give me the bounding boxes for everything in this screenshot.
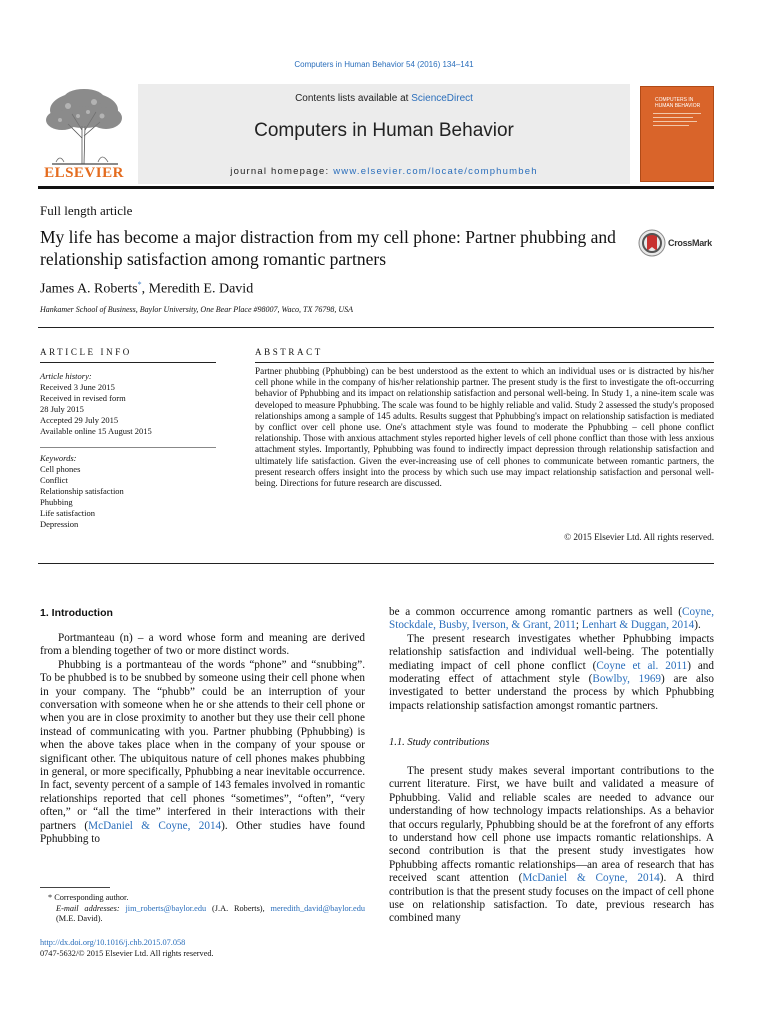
crossmark-icon (638, 229, 666, 257)
abstract-heading: ABSTRACT (255, 347, 323, 357)
intro-left-column (40, 632, 365, 847)
intro-right-column (389, 606, 714, 713)
title-rule (38, 327, 714, 328)
cover-title: COMPUTERS IN HUMAN BEHAVIOR (655, 97, 701, 109)
footnote: * Corresponding author. E-mail addresses: jim_roberts@baylor.edu (J.A. Roberts), meredith_david@baylor.edu (M.E. David). (48, 893, 366, 923)
history-item: Accepted 29 July 2015 (40, 415, 119, 425)
keyword: Depression (40, 519, 79, 529)
journal-citation[interactable]: Computers in Human Behavior 54 (2016) 134–141 (294, 60, 474, 69)
article-type: Full length article (40, 203, 133, 218)
contributions-text (389, 765, 714, 926)
history-item: Received 3 June 2015 (40, 382, 115, 392)
journal-homepage: journal homepage: www.elsevier.com/locate/comphumbeh (230, 166, 538, 177)
crossmark-label: CrossMark (668, 238, 712, 248)
paragraph: The present study makes several important contributions to the current literature. First, we have built and validated a measure of Pphubbing. Valid and reliable scales are needed to advance our understanding of how technology impacts relationships. As a behavior that occurs regularly, Pphubbing should be at the forefront of any efforts to understand how cell phone use impacts romantic relationships. A second contribution is that the present study investigates how Pphubbing affects romantic relationships—an area of research that has received scant attention (McDaniel & Coyne, 2014). A third contribution is that the present study focuses on the impact of cell phone use on relationship satisfaction. To date, previous research has combined many (389, 765, 714, 925)
corresponding-author-mark[interactable]: * (137, 280, 142, 289)
article-title: My life has become a major distraction from my cell phone: Partner phubbing and relationship satisfaction among romantic partners (40, 227, 616, 269)
keyword: Conflict (40, 475, 68, 485)
author-1: James A. Roberts (40, 281, 138, 297)
affiliation: Hankamer School of Business, Baylor University, One Bear Place #98007, Waco, TX 76798, USA (40, 305, 353, 314)
publisher-logo-text: ELSEVIER (44, 165, 124, 181)
history-item: Available online 15 August 2015 (40, 426, 152, 436)
section-heading-introduction: 1. Introduction (40, 607, 113, 619)
journal-name: Computers in Human Behavior (254, 120, 514, 141)
info-rule-top (40, 362, 216, 363)
abstract-rule (255, 362, 714, 363)
paragraph: be a common occurrence among romantic partners as well (Coyne, Stockdale, Busby, Iverson, & Grant, 2011; Lenhart & Duggan, 2014). (389, 606, 714, 632)
doi-link[interactable]: http://dx.doi.org/10.1016/j.chb.2015.07.058 (40, 938, 186, 947)
sciencedirect-link[interactable]: ScienceDirect (411, 93, 473, 104)
keywords (40, 453, 218, 530)
article-history (40, 371, 218, 437)
footnote-mark: * (48, 893, 53, 902)
history-item: 28 July 2015 (40, 404, 84, 414)
reference-link[interactable]: Lenhart & Duggan, 2014 (581, 619, 695, 632)
paragraph: Phubbing is a portmanteau of the words “phone” and “snubbing”. To be phubbed is to be snubbed by someone using their cell phone when in your company. The “phubb” could be an interruption of your conversation with someone when he or she attends to their cell phone or when you are in close proximity to another but they use their cell phone instead of communicating with you. Partner phubbing (Pphubbing) is when the above takes place when in the company of your spouse or significant other. The ubiquitous nature of cell phones makes phubbing in general, or more specifically, Pphubbing a near inevitable occurrence. In fact, seventy percent of a sample of 143 females involved in romantic relationships reported that cell phones “sometimes”, “often”, “very often,” or “all the time” interfered in their interactions with their partners (McDaniel & Coyne, 2014). Other studies have found Pphubbing to (40, 658, 365, 846)
keyword: Phubbing (40, 497, 73, 507)
reference-link[interactable]: McDaniel & Coyne, 2014 (522, 872, 660, 885)
history-item: Received in revised form (40, 393, 126, 403)
paragraph: Portmanteau (n) – a word whose form and meaning are derived from a blending together of two or more distinct words. (40, 632, 365, 658)
abstract-text: Partner phubbing (Pphubbing) can be best understood as the extent to which an individual uses or is distracted by his/her cell phone while in the company of his/her relationship partner. The present study is the first to investigate the oft-occurring behavior of Pphubbing and its impact on relationship satisfaction and personal well-being. In Study 1, a nine-item scale was developed to measure Pphubbing. The scale was found to be highly reliable and valid. Study 2 assessed the study's proposed relationships among a sample of 145 adults. Results suggest that Pphubbing's impact on relationship satisfaction is mediated by conflict over cell phone use. One's attachment style was found to moderate the Pphubbing – cell phone conflict relationship. Those with anxious attachment styles reported higher levels of cell phone conflict than those with less anxious attachment styles. Importantly, Pphubbing was found to indirectly impact depression through relationship satisfaction and ultimately life satisfaction. Given the ever-increasing use of cell phones to communicate between romantic partners, the present research offers insight into the process by which such use may impact relationship satisfaction and personal well-being. Directions for future research are discussed. (255, 366, 714, 489)
keywords-label: Keywords: (40, 453, 77, 463)
reference-link[interactable]: Coyne, Stockdale, Busby, Iverson, & Grant, 2011 (389, 606, 714, 632)
author-2: Meredith E. David (148, 281, 254, 297)
history-label: Article history: (40, 371, 92, 381)
keyword: Cell phones (40, 464, 81, 474)
abstract-bottom-rule (38, 563, 714, 564)
email-link[interactable]: meredith_david@baylor.edu (270, 903, 366, 913)
header-rule (38, 186, 714, 189)
abstract-copyright: © 2015 Elsevier Ltd. All rights reserved. (564, 532, 714, 542)
reference-link[interactable]: Coyne et al. 2011 (596, 659, 688, 672)
keyword: Relationship satisfaction (40, 486, 124, 496)
homepage-link[interactable]: www.elsevier.com/locate/comphumbeh (333, 166, 538, 177)
keyword: Life satisfaction (40, 508, 95, 518)
contents-line: Contents lists available at ScienceDirect (295, 93, 473, 104)
reference-link[interactable]: McDaniel & Coyne, 2014 (88, 819, 222, 832)
article-info-heading: ARTICLE INFO (40, 347, 132, 357)
paragraph: The present research investigates whether Pphubbing impacts relationship satisfaction and individual well-being. The potentially mediating impact of cell phone conflict (Coyne et al. 2011) and moderating effect of attachment style (Bowlby, 1969) are also investigated to better understand the process by which Pphubbing impacts relationship satisfaction amongst romantic partners. (389, 632, 714, 712)
author-list: James A. Roberts*, Meredith E. David (40, 280, 254, 297)
info-rule-mid (40, 447, 216, 448)
journal-cover-thumbnail[interactable] (640, 86, 714, 182)
crossmark-badge[interactable] (638, 229, 718, 259)
subsection-heading-contributions: 1.1. Study contributions (389, 737, 490, 748)
reference-link[interactable]: Bowlby, 1969 (592, 673, 662, 686)
issn-line: 0747-5632/© 2015 Elsevier Ltd. All rights reserved. (40, 949, 214, 958)
footnote-rule (40, 887, 110, 888)
email-link[interactable]: jim_roberts@baylor.edu (125, 903, 207, 913)
